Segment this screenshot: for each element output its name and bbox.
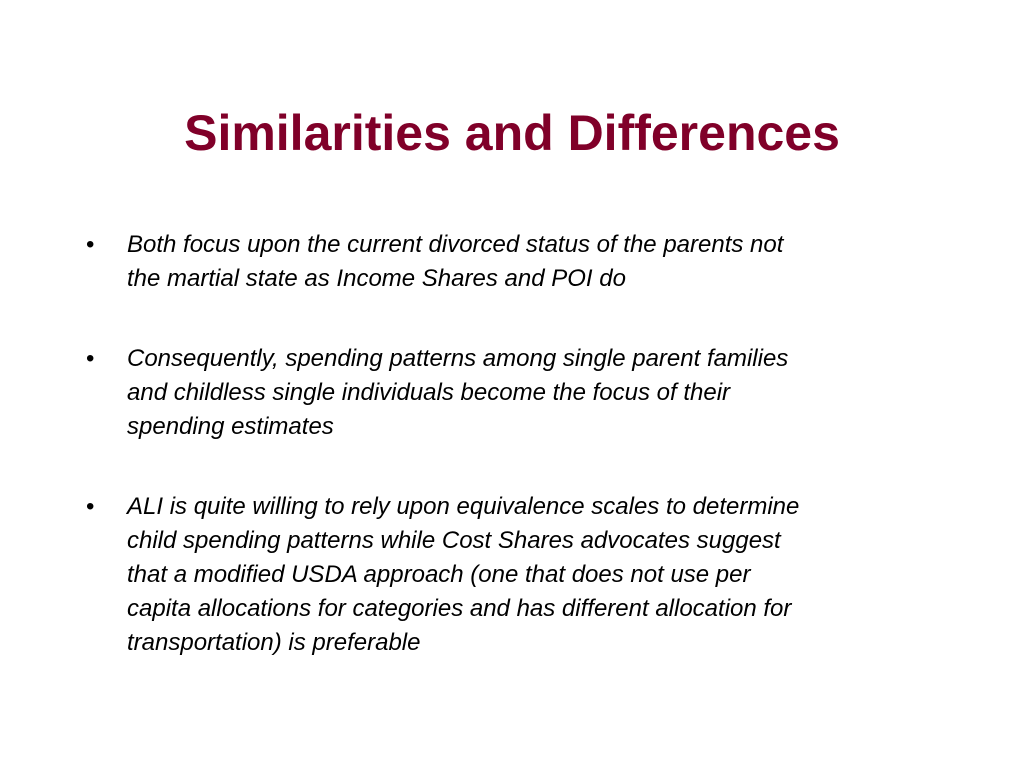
bullet-list (86, 228, 946, 660)
bullet-text (127, 228, 946, 296)
bullet-line: and childless single individuals become the focus of their (127, 379, 731, 406)
bullet-line: Consequently, spending patterns among single parent families (127, 345, 789, 372)
bullet-item (86, 228, 946, 296)
bullet-line: spending estimates (127, 413, 334, 440)
bullet-line: transportation) is preferable (127, 629, 421, 656)
bullet-line: the martial state as Income Shares and POI do (127, 265, 626, 292)
bullet-marker: • (86, 493, 95, 520)
bullet-line: Both focus upon the current divorced status of the parents not (127, 231, 784, 258)
bullet-line: ALI is quite willing to rely upon equivalence scales to determine (127, 493, 800, 520)
bullet-marker: • (86, 345, 95, 372)
bullet-line: child spending patterns while Cost Shares advocates suggest (127, 527, 781, 554)
bullet-line: that a modified USDA approach (one that does not use per (127, 561, 751, 588)
bullet-item (86, 342, 946, 444)
bullet-marker: • (86, 231, 95, 258)
slide-title: Similarities and Differences (184, 105, 840, 161)
bullet-text (127, 342, 946, 444)
bullet-line: capita allocations for categories and has different allocation for (127, 595, 792, 622)
bullet-item (86, 490, 946, 660)
bullet-text (127, 490, 946, 660)
